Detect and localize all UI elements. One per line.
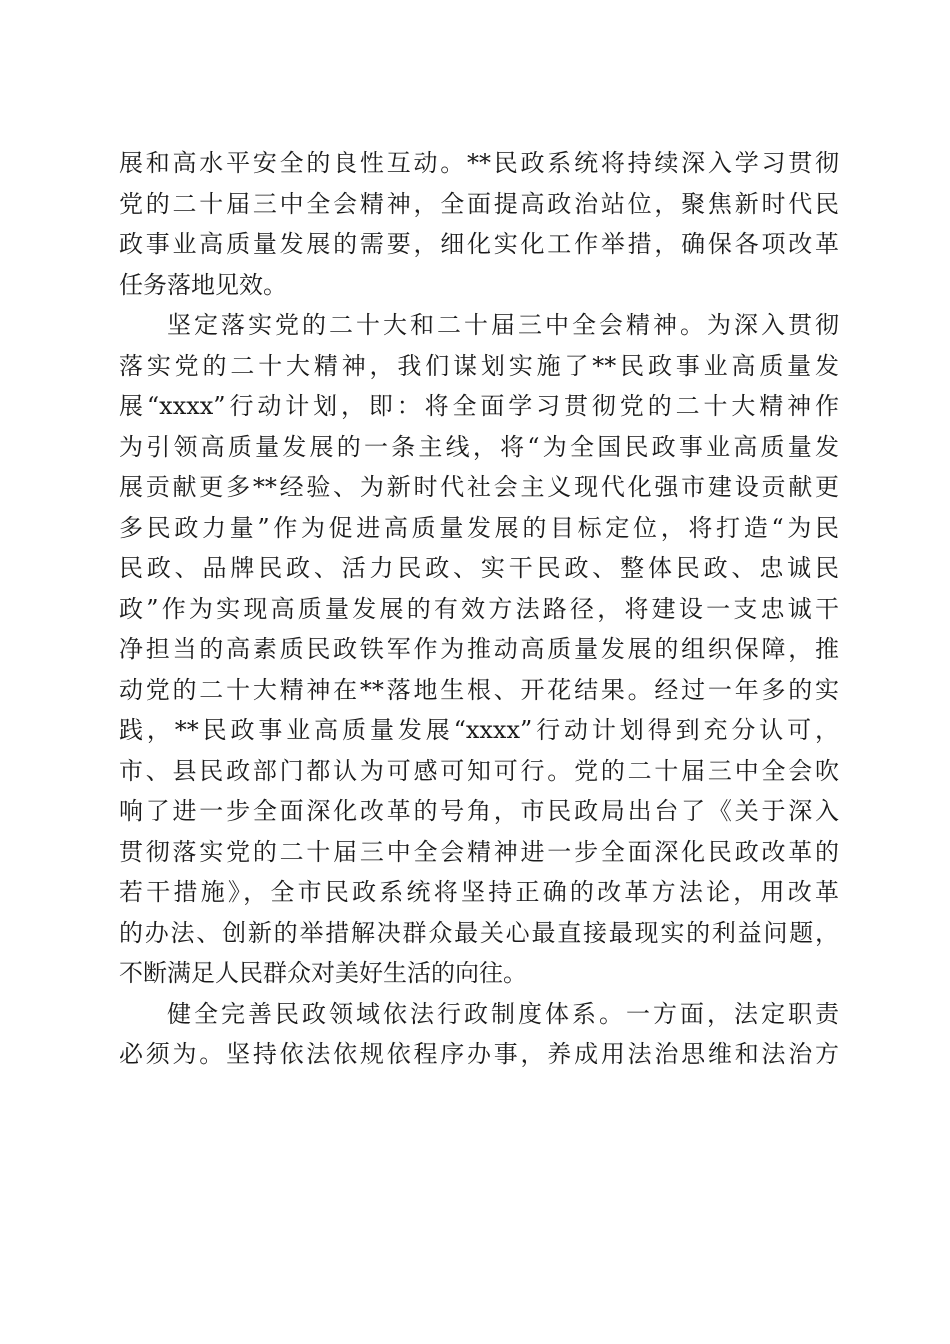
text-line: 的办法、创新的举措解决群众最关心最直接最现实的利益问题， [119, 918, 839, 947]
text-line: 贯彻落实党的二十届三中全会精神进一步全面深化民政改革的 [119, 837, 839, 866]
text-line: 坚定落实党的二十大和二十届三中全会精神。为深入贯彻 [167, 311, 839, 339]
document-body [119, 143, 839, 1075]
text-line: 动党的二十大精神在**落地生根、开花结果。经过一年多的实 [119, 675, 839, 704]
text-line: 民政、品牌民政、活力民政、实干民政、整体民政、忠诚民 [119, 554, 839, 582]
text-line: 政事业高质量发展的需要，细化实化工作举措，确保各项改革 [119, 230, 839, 258]
text-line: 多民政力量”作为促进高质量发展的目标定位，将打造“为民 [119, 513, 839, 542]
text-line: 健全完善民政领域依法行政制度体系。一方面，法定职责 [167, 999, 839, 1028]
text-line: 为引领高质量发展的一条主线，将“为全国民政事业高质量发 [119, 432, 839, 461]
paragraph-1 [119, 143, 839, 305]
text-line: 若干措施》，全市民政系统将坚持正确的改革方法论，用改革 [119, 878, 839, 906]
text-line: 党的二十届三中全会精神，全面提高政治站位，聚焦新时代民 [119, 189, 839, 218]
text-line: 必须为。坚持依法依规依程序办事，养成用法治思维和法治方 [119, 1040, 839, 1068]
text-line: 响了进一步全面深化改革的号角，市民政局出台了《关于深入 [119, 797, 839, 825]
text-line: 展贡献更多**经验、为新时代社会主义现代化强市建设贡献更 [119, 473, 839, 501]
text-line: 市、县民政部门都认为可感可知可行。党的二十届三中全会吹 [119, 756, 839, 785]
text-line: 任务落地见效。 [119, 270, 287, 299]
text-line: 展和高水平安全的良性互动。**民政系统将持续深入学习贯彻 [119, 149, 839, 177]
text-line: 展“xxxx”行动计划，即：将全面学习贯彻党的二十大精神作 [119, 392, 839, 420]
text-line: 践，**民政事业高质量发展“xxxx”行动计划得到充分认可， [119, 716, 839, 744]
text-line: 不断满足人民群众对美好生活的向往。 [119, 959, 527, 987]
paragraph-2 [119, 305, 839, 994]
text-line: 政”作为实现高质量发展的有效方法路径，将建设一支忠诚干 [119, 594, 839, 623]
text-line: 净担当的高素质民政铁军作为推动高质量发展的组织保障，推 [119, 635, 839, 663]
paragraph-3 [119, 994, 839, 1075]
text-line: 落实党的二十大精神，我们谋划实施了**民政事业高质量发 [119, 351, 839, 380]
